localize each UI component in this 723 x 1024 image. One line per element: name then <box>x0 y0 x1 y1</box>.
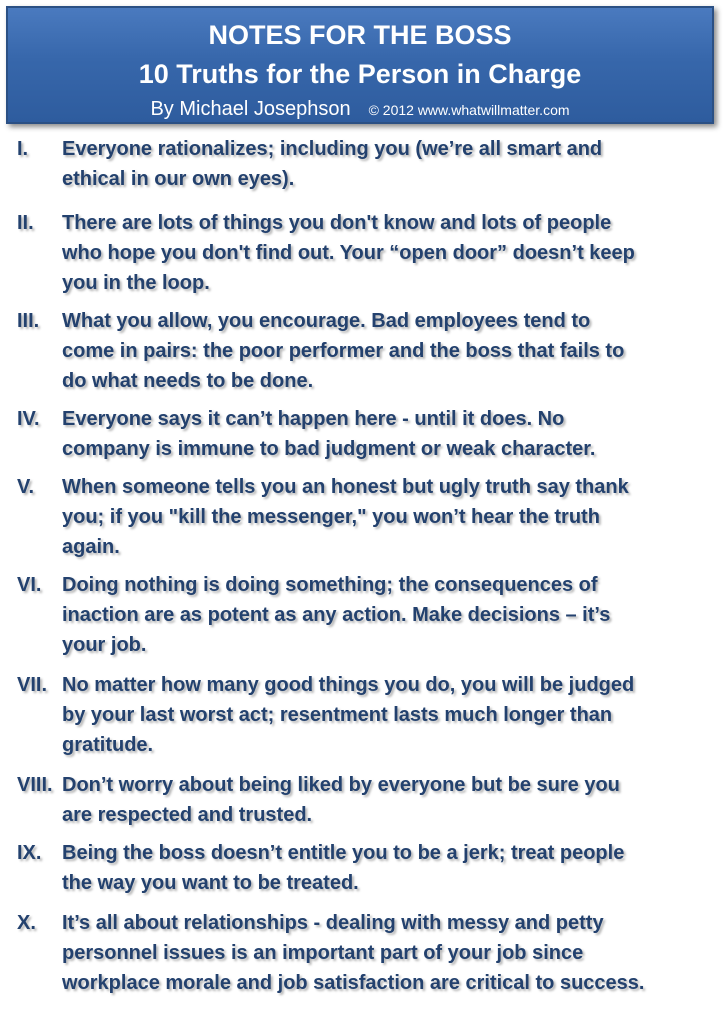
truth-text <box>62 306 710 396</box>
page-subtitle: 10 Truths for the Person in Charge <box>138 59 582 89</box>
truth-text <box>62 134 710 194</box>
truth-text <box>62 472 710 562</box>
truth-text-line: It’s all about relationships - dealing with messy and petty <box>62 912 604 934</box>
truth-text-line: Everyone says it can’t happen here - until it does. No <box>62 408 565 430</box>
truth-text-line: are respected and trusted. <box>62 804 313 826</box>
truth-text-line: workplace morale and job satisfaction are critical to success. <box>62 972 645 994</box>
truth-text <box>62 404 710 464</box>
truth-numeral: VIII. <box>17 774 53 796</box>
truth-numeral: V. <box>17 476 35 498</box>
truth-text-line: When someone tells you an honest but ugly truth say thank <box>62 476 629 498</box>
truth-numeral: III. <box>17 310 40 332</box>
truth-text-line: by your last worst act; resentment lasts much longer than <box>62 704 613 726</box>
truth-numeral: I. <box>17 138 29 160</box>
truth-text-line: No matter how many good things you do, you will be judged <box>62 674 635 696</box>
truth-text-line: you in the loop. <box>62 272 210 294</box>
truth-text <box>62 570 710 660</box>
truth-numeral: IV. <box>17 408 40 430</box>
truth-numeral: VII. <box>17 674 48 696</box>
truth-numeral: IX. <box>17 842 42 864</box>
truth-text-line: you; if you "kill the messenger," you won’t hear the truth <box>62 506 600 528</box>
truth-text <box>62 770 710 830</box>
truth-text-line: your job. <box>62 634 147 656</box>
page-title: NOTES FOR THE BOSS <box>208 20 512 50</box>
truth-text <box>62 670 710 760</box>
author-name: By Michael Josephson <box>150 98 351 120</box>
truth-text <box>62 908 710 998</box>
truth-text-line: What you allow, you encourage. Bad employees tend to <box>62 310 591 332</box>
truth-numeral: II. <box>17 212 34 234</box>
truth-text-line: company is immune to bad judgment or weak character. <box>62 438 596 460</box>
truth-text-line: ethical in our own eyes). <box>62 168 295 190</box>
truth-text <box>62 838 710 898</box>
truth-numeral: X. <box>17 912 36 934</box>
truth-text-line: who hope you don't find out. Your “open door” doesn’t keep <box>62 242 635 264</box>
copyright-notice: © 2012 www.whatwillmatter.com <box>368 102 570 118</box>
truth-text-line: again. <box>62 536 120 558</box>
truth-text-line: the way you want to be treated. <box>62 872 359 894</box>
truth-text-line: come in pairs: the poor performer and the boss that fails to <box>62 340 625 362</box>
truth-text-line: Doing nothing is doing something; the consequences of <box>62 574 598 596</box>
truth-text-line: Don’t worry about being liked by everyone but be sure you <box>62 774 620 796</box>
truth-text-line: personnel issues is an important part of your job since <box>62 942 584 964</box>
truth-text-line: inaction are as potent as any action. Make decisions – it’s <box>62 604 611 626</box>
truth-text-line: gratitude. <box>62 734 154 756</box>
truth-text-line: There are lots of things you don't know and lots of people <box>62 212 612 234</box>
truth-numeral: VI. <box>17 574 42 596</box>
title-banner <box>6 6 714 124</box>
truth-text-line: do what needs to be done. <box>62 370 314 392</box>
byline <box>8 98 712 122</box>
truth-text-line: Everyone rationalizes; including you (we’re all smart and <box>62 138 603 160</box>
truth-text-line: Being the boss doesn’t entitle you to be a jerk; treat people <box>62 842 625 864</box>
truth-text <box>62 208 710 298</box>
